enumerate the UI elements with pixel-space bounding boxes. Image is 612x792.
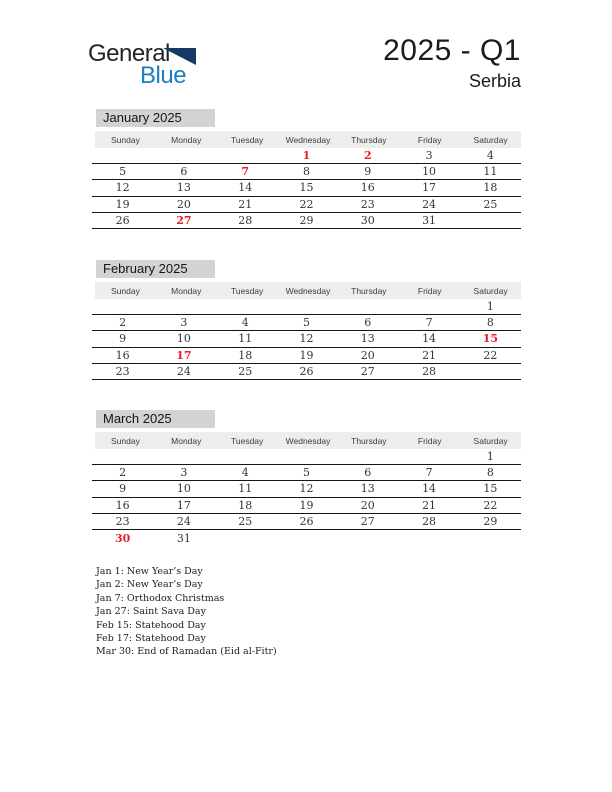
weekday-label: Wednesday (285, 285, 331, 296)
weekday-header (95, 432, 521, 449)
month-title: January 2025 (96, 109, 215, 127)
holiday-list (96, 565, 277, 659)
day-cell: 25 (238, 364, 253, 378)
day-cell: 11 (238, 482, 253, 496)
day-cell: 28 (422, 514, 437, 528)
day-cell: 5 (302, 316, 310, 330)
day-cell: 8 (302, 165, 310, 179)
week-row (92, 299, 521, 315)
holiday-item: Mar 30: End of Ramadan (Eid al-Fitr) (96, 646, 277, 658)
day-cell: 30 (114, 531, 131, 545)
day-cell: 18 (483, 181, 498, 195)
weekday-label: Monday (171, 435, 202, 446)
logo-text-general: General (88, 40, 170, 67)
week-row (92, 498, 521, 514)
calendar-grid (92, 148, 521, 245)
weekday-label: Tuesday (230, 134, 264, 145)
day-cell: 13 (360, 332, 375, 346)
day-cell: 21 (238, 197, 253, 211)
day-cell: 24 (176, 364, 191, 378)
day-cell: 19 (299, 498, 314, 512)
calendar-grid (92, 299, 521, 396)
day-cell: 20 (176, 197, 191, 211)
day-cell: 4 (241, 316, 249, 330)
week-row (92, 530, 521, 546)
day-cell: 22 (483, 348, 498, 362)
week-row (92, 364, 521, 380)
page-subtitle: Serbia (468, 71, 521, 91)
day-cell: 19 (299, 348, 314, 362)
day-cell: 27 (360, 514, 375, 528)
day-cell: 5 (302, 466, 310, 480)
day-cell: 15 (299, 181, 314, 195)
month-title: March 2025 (96, 410, 215, 428)
day-cell: 30 (360, 213, 375, 227)
logo-text-blue: Blue (140, 62, 187, 89)
weekday-header (95, 131, 521, 148)
weekday-label: Thursday (351, 285, 387, 296)
day-cell: 16 (115, 498, 130, 512)
day-cell: 15 (483, 482, 498, 496)
day-cell: 8 (486, 466, 494, 480)
holiday-item: Jan 1: New Year’s Day (96, 566, 203, 577)
weekday-label: Monday (171, 285, 202, 296)
day-cell: 23 (115, 364, 130, 378)
day-cell: 12 (115, 181, 130, 195)
day-cell: 1 (486, 300, 494, 314)
week-row (92, 514, 521, 530)
day-cell: 24 (176, 514, 191, 528)
day-cell: 17 (176, 348, 192, 362)
weekday-label: Tuesday (230, 435, 264, 446)
month-title: February 2025 (96, 260, 215, 278)
weekday-label: Thursday (351, 134, 387, 145)
holiday-item: Jan 2: New Year’s Day (96, 579, 203, 591)
month-section (92, 109, 521, 245)
day-cell: 17 (176, 498, 191, 512)
week-row (92, 197, 521, 213)
month-section (92, 260, 521, 396)
week-row (92, 449, 521, 465)
week-row (92, 380, 521, 396)
day-cell: 2 (119, 466, 127, 480)
day-cell: 14 (238, 181, 253, 195)
week-row (92, 348, 521, 364)
day-cell: 9 (364, 165, 372, 179)
day-cell: 4 (486, 149, 494, 163)
week-row (92, 465, 521, 481)
weekday-label: Monday (171, 134, 202, 145)
day-cell: 3 (180, 316, 188, 330)
day-cell: 29 (483, 514, 498, 528)
day-cell: 10 (422, 165, 437, 179)
weekday-label: Friday (417, 435, 442, 446)
day-cell: 31 (176, 531, 191, 545)
weekday-label: Sunday (111, 134, 140, 145)
day-cell: 22 (483, 498, 498, 512)
day-cell: 8 (486, 316, 494, 330)
day-cell: 28 (238, 213, 253, 227)
week-row (92, 164, 521, 180)
weekday-label: Thursday (351, 435, 387, 446)
weekday-label: Saturday (473, 435, 508, 446)
day-cell: 10 (176, 482, 191, 496)
day-cell: 16 (115, 348, 130, 362)
day-cell: 19 (115, 197, 130, 211)
day-cell: 14 (422, 482, 437, 496)
day-cell: 20 (360, 498, 375, 512)
page-title: 2025 - Q1 (383, 34, 521, 67)
day-cell: 1 (486, 450, 494, 464)
title-block (383, 34, 521, 92)
weekday-label: Sunday (111, 285, 140, 296)
holiday-item: Feb 15: Statehood Day (96, 619, 206, 631)
day-cell: 5 (119, 165, 127, 179)
day-cell: 13 (176, 181, 191, 195)
day-cell: 6 (364, 316, 372, 330)
weekday-label: Saturday (473, 285, 508, 296)
day-cell: 20 (360, 348, 375, 362)
day-cell: 9 (119, 482, 127, 496)
weekday-label: Sunday (111, 435, 140, 446)
day-cell: 24 (422, 197, 437, 211)
holiday-item: Feb 17: Statehood Day (96, 633, 206, 645)
day-cell: 15 (482, 332, 498, 346)
day-cell: 4 (241, 466, 249, 480)
day-cell: 17 (422, 181, 437, 195)
holiday-item: Jan 27: Saint Sava Day (96, 606, 206, 618)
day-cell: 31 (422, 213, 437, 227)
day-cell: 25 (483, 197, 498, 211)
weekday-label: Friday (417, 285, 442, 296)
day-cell: 21 (422, 498, 437, 512)
day-cell: 9 (119, 332, 127, 346)
weekday-label: Wednesday (285, 435, 331, 446)
day-cell: 25 (238, 514, 253, 528)
day-cell: 28 (422, 364, 437, 378)
week-row (92, 148, 521, 164)
calendar-grid (92, 449, 521, 546)
day-cell: 12 (299, 332, 314, 346)
week-row (92, 213, 521, 229)
weekday-label: Saturday (473, 134, 508, 145)
day-cell: 21 (422, 348, 437, 362)
day-cell: 7 (425, 316, 433, 330)
day-cell: 2 (119, 316, 127, 330)
day-cell: 3 (180, 466, 188, 480)
day-cell: 13 (360, 482, 375, 496)
day-cell: 23 (360, 197, 375, 211)
day-cell: 7 (425, 466, 433, 480)
week-row (92, 481, 521, 497)
day-cell: 27 (360, 364, 375, 378)
day-cell: 11 (238, 332, 253, 346)
week-row (92, 229, 521, 245)
general-blue-logo (88, 40, 208, 90)
weekday-label: Tuesday (230, 285, 264, 296)
day-cell: 12 (299, 482, 314, 496)
day-cell: 7 (241, 165, 250, 179)
weekday-header (95, 282, 521, 299)
day-cell: 18 (238, 498, 253, 512)
weekday-label: Friday (417, 134, 442, 145)
day-cell: 1 (302, 149, 311, 163)
day-cell: 22 (299, 197, 314, 211)
day-cell: 29 (299, 213, 314, 227)
day-cell: 3 (425, 149, 433, 163)
week-row (92, 315, 521, 331)
day-cell: 10 (176, 332, 191, 346)
day-cell: 23 (115, 514, 130, 528)
day-cell: 26 (115, 213, 130, 227)
month-section (92, 410, 521, 546)
day-cell: 11 (483, 165, 498, 179)
day-cell: 14 (422, 332, 437, 346)
week-row (92, 331, 521, 347)
day-cell: 2 (363, 149, 372, 163)
day-cell: 26 (299, 364, 314, 378)
day-cell: 27 (176, 213, 192, 227)
day-cell: 6 (364, 466, 372, 480)
day-cell: 26 (299, 514, 314, 528)
day-cell: 16 (360, 181, 375, 195)
weekday-label: Wednesday (285, 134, 331, 145)
day-cell: 18 (238, 348, 253, 362)
week-row (92, 180, 521, 196)
day-cell: 6 (180, 165, 188, 179)
holiday-item: Jan 7: Orthodox Christmas (96, 592, 225, 604)
